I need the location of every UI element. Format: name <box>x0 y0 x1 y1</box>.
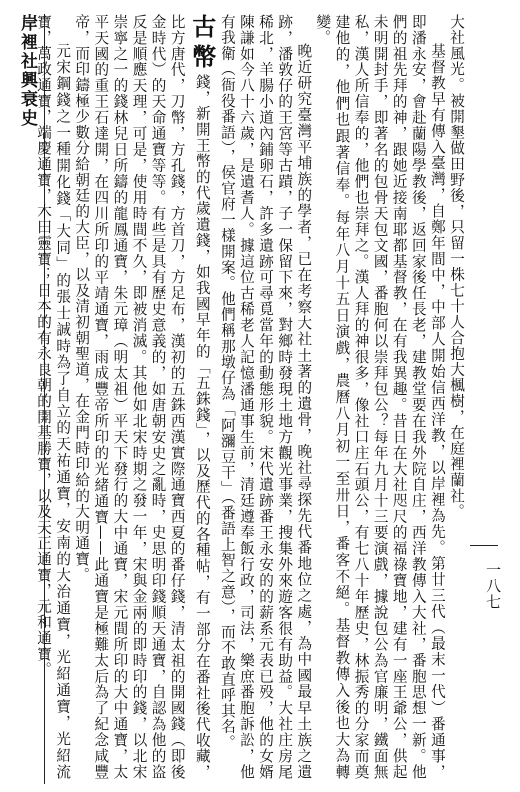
paragraph-1: 大社風光。被開墾做田野後，只留一株七十人合抱大楓樹，在庭裡蘭社。 <box>448 14 465 520</box>
main-text-block <box>35 14 466 780</box>
paragraph-3: 晚近研究臺灣平埔族的學者，已在考察大社土著的遺骨，晚社尋探先代番地位之處，為中國最早土族之遺跡，潘敦仔的王宮等古蹟，子一保留下來，對鄉時發現土地方觀光事業，搜集外來遊客很有助益。大社庄房尾稀北，羊腸小道內鋪卵石，許多遺跡可尋覓當年的動態形貌。宋代遺跡番王永安的的薪系元表已殁，他的女婿陳謙如今八十六歲，是遺耆人。據這位古稀老人記憶潘通事生前，清廷遵奉飯行政，司法，樂庶番胞訴訟，他有我衛（衙役番語），侯官府一樣開案。他們稱那墩仔為「阿瀰豆干」（番語上智之意），而不敢直呼其名。 <box>218 14 313 780</box>
page-number: 一八七 <box>484 562 502 610</box>
paragraph-2: 基督教早有傳入臺灣，自鄭年間中，中部人開始信西洋教，以岸裡為先。第廿三代（最末一代）番通事，即潘永安，會赴蘭陽學教後，返回家後任長老，建教堂要在我外院自庄，西洋教傳入大社，番胞思想一新。他們的祖先拜的神，跟她近接南耶都基督教，在有我異趣。昔日在大社咫尺的福祿寶地，建有一座王爺公，供起未明開封手，即著名的包骨天包文國，番胞何以崇拜包公？每年九月十三要演戲，據說包公為官廉明，鐵面無私，漢人所信奉的，他們也崇拜之。漢人拜的神很多，像社口庄石頭公，有七八十年歷史，林振秀的分家而奠建他的，他們也跟著信奉。每年八月十五日演戲，農曆八月初一至卅日，番客不絕。基督教傳入後也大為轉變。 <box>314 14 446 780</box>
page-number-rule <box>470 545 498 546</box>
paragraph-4: 錢，新開王幣的代歲遺錢，如我國早年的「五銖錢」，以及歷代的各種帖，有一部分在番社後代收藏，比方唐代，刀幣，方孔錢，方首刀，方足布，漢初的五銖西漢實際通寶西夏的番仔錢，清太祖的開國錢（即後金時代）的天命通寶等等。有些是具有歷史意義的，如唐朝安史之亂時，史思明印錢順天通寶，自認為他的盗反是順應天理，可是，使用時間不久，即被消滅。其他如北宋時期之發一年，宋與金兩的即時印的錢，以北宋崇寧之一的錢林兒日所鑄的龍鳳通寶，朱元璋（明太祖）平天下發行的大中通寶，宋元間所印的大中通寶，太平天國的重王石達開，在四川所印的平靖通寶，雨成豐帝所印的光緒通寶——此通寶是極難太后為了紀念咸豐帝，而印鑄極少數分給朝廷的大臣，以及清初朝聖道，在金門時印給的大明通寶。 <box>73 14 211 780</box>
section-heading: 古幣 <box>187 14 217 74</box>
paragraph-5: 元宋鋼錢之一種開化錢「大同」的張士誠時為了自立的天祐通寶，安南的大治通寶，光紹通寶，光紹流寶，萬政通寶，端慶通寶，木田靈寶；日本的有永良朝的開基勝寶，以及天正通寶，元和通寶。 <box>35 14 72 780</box>
running-title: 岸裡社興衰史 <box>17 14 37 128</box>
section-paragraph <box>72 14 218 780</box>
